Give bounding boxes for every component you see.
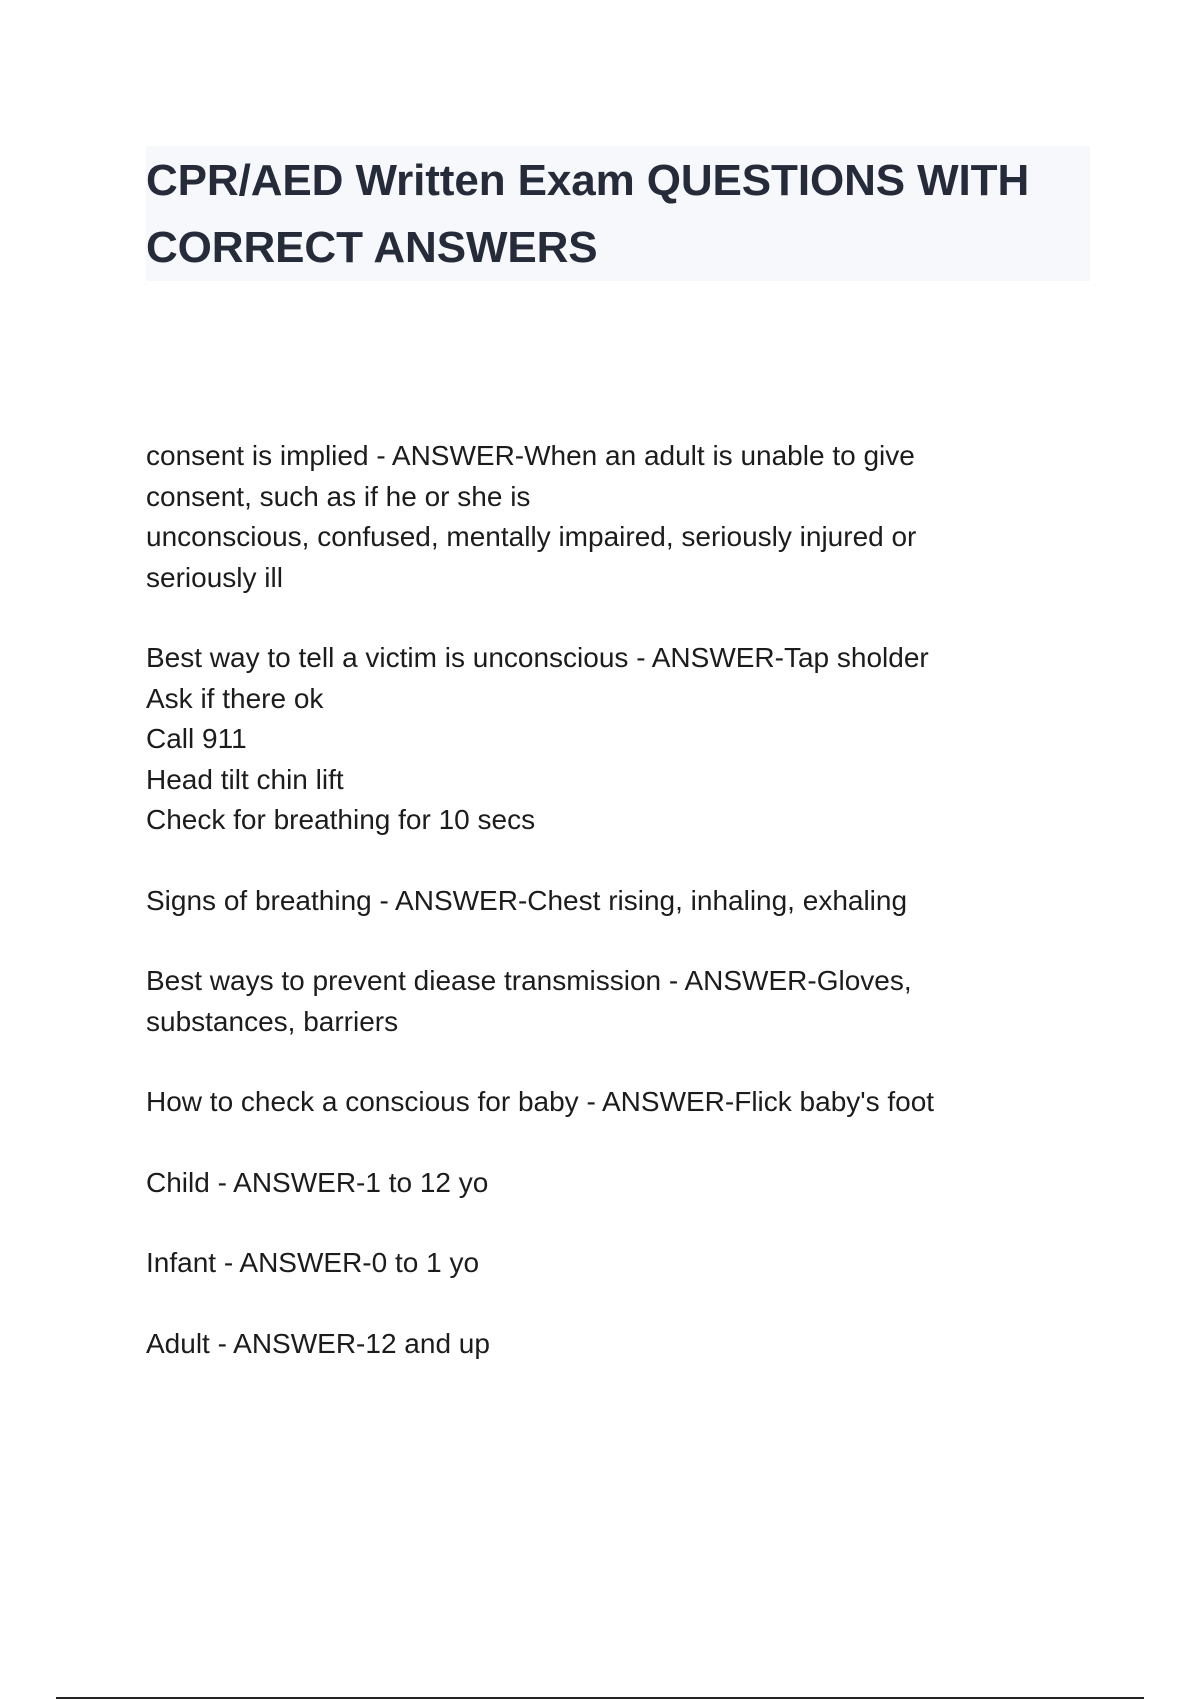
footer-divider bbox=[56, 1697, 1144, 1699]
qa-entry bbox=[146, 1163, 1046, 1204]
qa-line: consent is implied - ANSWER-When an adult is unable to give bbox=[146, 440, 915, 471]
qa-entry bbox=[146, 881, 1046, 922]
qa-line: Call 911 bbox=[146, 723, 247, 754]
qa-entry bbox=[146, 1324, 1046, 1365]
qa-line: Signs of breathing - ANSWER-Chest rising, inhaling, exhaling bbox=[146, 884, 908, 916]
qa-entry bbox=[146, 436, 1046, 598]
title-line-1: CPR/AED Written Exam QUESTIONS WITH bbox=[146, 156, 1030, 205]
qa-line: Best ways to prevent diease transmission - ANSWER-Gloves, bbox=[146, 965, 912, 996]
title-block bbox=[146, 146, 1090, 281]
qa-entry bbox=[146, 638, 1046, 841]
title-line-2: CORRECT ANSWERS bbox=[146, 223, 598, 272]
qa-line: Adult - ANSWER-12 and up bbox=[146, 1327, 490, 1359]
qa-line: Best way to tell a victim is unconscious - ANSWER-Tap sholder bbox=[146, 642, 929, 673]
qa-line: How to check a conscious for baby - ANSWER-Flick baby's foot bbox=[146, 1086, 935, 1117]
qa-list bbox=[146, 436, 1046, 1404]
qa-line: consent, such as if he or she is bbox=[146, 480, 531, 512]
qa-line: Infant - ANSWER-0 to 1 yo bbox=[146, 1247, 480, 1278]
qa-line: Head tilt chin lift bbox=[146, 763, 344, 795]
qa-entry bbox=[146, 1243, 1046, 1284]
qa-line: seriously ill bbox=[146, 561, 283, 593]
qa-line: Child - ANSWER-1 to 12 yo bbox=[146, 1166, 489, 1198]
qa-entry bbox=[146, 961, 1046, 1042]
document-title bbox=[146, 146, 1090, 281]
qa-line: Ask if there ok bbox=[146, 682, 324, 714]
qa-line: Check for breathing for 10 secs bbox=[146, 804, 536, 835]
qa-line: substances, barriers bbox=[146, 1005, 399, 1037]
qa-entry bbox=[146, 1082, 1046, 1123]
qa-line: unconscious, confused, mentally impaired, seriously injured or bbox=[146, 521, 917, 552]
